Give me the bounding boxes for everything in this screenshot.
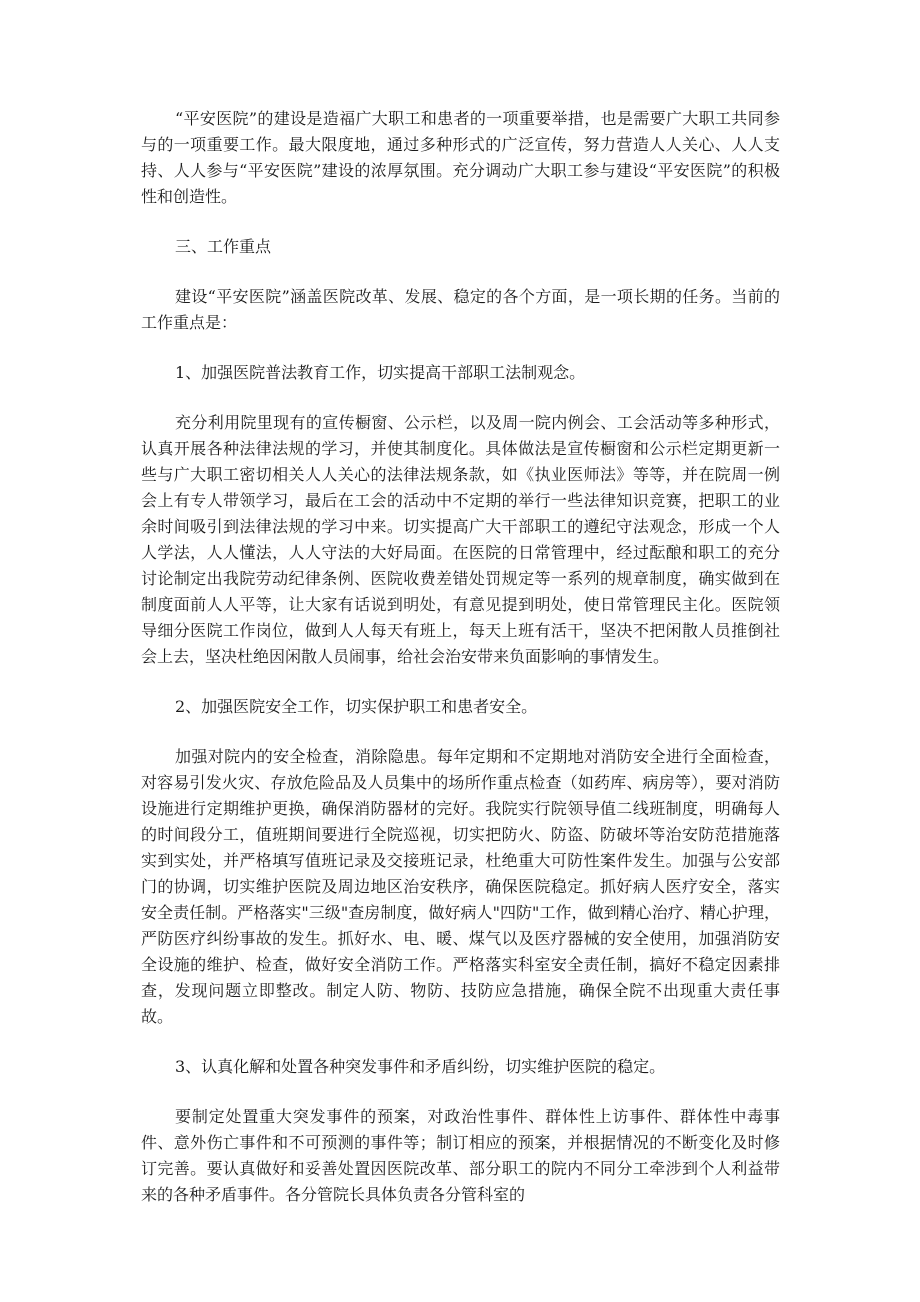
item-2-heading: 2、加强医院安全工作，切实保护职工和患者安全。 [175,697,538,716]
item-2-body: 加强对院内的安全检查，消除隐患。每年定期和不定期地对消防安全进行全面检查，对容易引发火灾、存放危险品及人员集中的场所作重点检查（如药库、病房等），要对消防设施进行定期维护更换，确保消防器材的完好。我院实行院领导值二线班制度，明确每人的时间段分工，值班期间要进行全院巡视，切实把防火、防盗、防破坏等治安防范措施落实到实处，并严格填写值班记录及交接班记录，杜绝重大可防性案件发生。加强与公安部门的协调，切实维护医院及周边地区治安秩序，确保医院稳定。抓好病人医疗安全，落实安全责任制。严格落实"三级"查房制度，做好病人"四防"工作，做到精心治疗、精心护理，严防医疗纠纷事故的发生。抓好水、电、暖、煤气以及医疗器械的安全使用，加强消防安全设施的维护、检查，做好安全消防工作。严格落实科室安全责任制，搞好不稳定因素排查，发现问题立即整改。制定人防、物防、技防应急措施，确保全院不出现重大责任事故。 [141,747,780,1026]
intro-paragraph: “平安医院”的建设是造福广大职工和患者的一项重要举措，也是需要广大职工共同参与的一项重要工作。最大限度地，通过多种形式的广泛宣传，努力营造人人关心、人人支持、人人参与“平安医院”建设的浓厚氛围。充分调动广大职工参与建设“平安医院”的积极性和创造性。 [141,109,780,206]
item-3-body: 要制定处置重大突发事件的预案，对政治性事件、群体性上访事件、群体性中毒事件、意外伤亡事件和不可预测的事件等；制订相应的预案，并根据情况的不断变化及时修订完善。要认真做好和妥善处置因医院改革、部分职工的院内不同分工牵涉到个人利益带来的各种矛盾事件。各分管院长具体负责各分管科室的 [141,1107,780,1204]
item-1-heading: 1、加强医院普法教育工作，切实提高干部职工法制观念。 [175,363,586,382]
item-3-heading: 3、认真化解和处置各种突发事件和矛盾纠纷，切实维护医院的稳定。 [175,1057,666,1076]
item-1-body: 充分利用院里现有的宣传橱窗、公示栏，以及周一院内例会、工会活动等多种形式，认真开展各种法律法规的学习，并使其制度化。具体做法是宣传橱窗和公示栏定期更新一些与广大职工密切相关人人关心的法律法规条款，如《执业医师法》等等，并在院周一例会上有专人带领学习，最后在工会的活动中不定期的举行一些法律知识竞赛，把职工的业余时间吸引到法律法规的学习中来。切实提高广大干部职工的遵纪守法观念，形成一个人人学法，人人懂法，人人守法的大好局面。在医院的日常管理中，经过酝酿和职工的充分讨论制定出我院劳动纪律条例、医院收费差错处罚规定等一系列的规章制度，确实做到在制度面前人人平等，让大家有话说到明处，有意见提到明处，使日常管理民主化。医院领导细分医院工作岗位，做到人人每天有班上，每天上班有活干，坚决不把闲散人员推倒社会上去，坚决杜绝因闲散人员闹事，给社会治安带来负面影响的事情发生。 [141,413,780,666]
section-heading-work-focus: 三、工作重点 [175,237,272,256]
section-intro-paragraph: 建设“平安医院”涵盖医院改革、发展、稳定的各个方面，是一项长期的任务。当前的工作重点是： [141,287,780,332]
